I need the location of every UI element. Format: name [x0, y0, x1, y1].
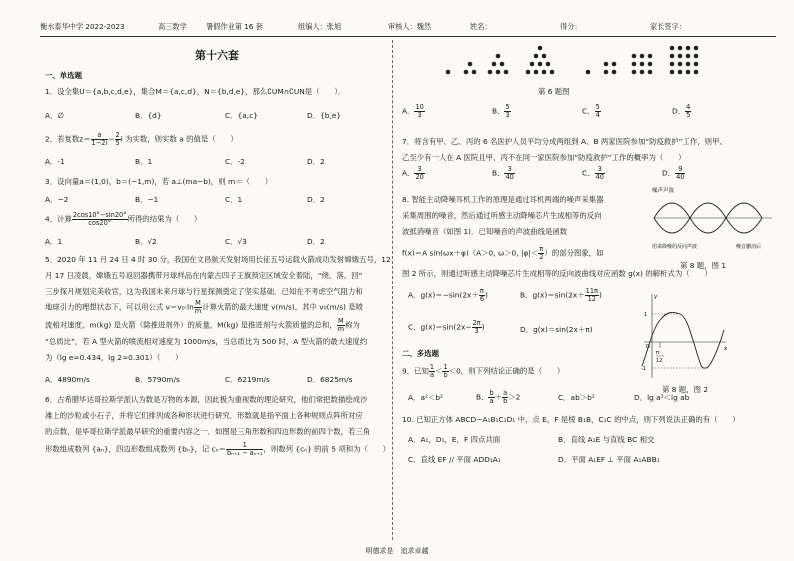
q10-option-a: A．A₁，D₁，E，F 四点共面	[408, 435, 501, 444]
q2-frac2-num: 2	[115, 131, 120, 139]
q5-line5-post: 称为	[345, 320, 360, 330]
q8-c-frac	[472, 320, 482, 335]
q8-figure2-caption: 第 8 题，图 2	[662, 385, 709, 394]
q8-a-post: )	[485, 290, 488, 300]
q7-d-den: 40	[676, 173, 685, 181]
q2-option-a: A．-1	[45, 157, 65, 166]
q9-b-post: ＞2	[508, 392, 521, 402]
q4-stem	[45, 212, 201, 227]
q7-d-pre: D．	[662, 168, 676, 178]
q8-c-pre: C．g(x)＝sin(2x−	[408, 322, 472, 332]
q9-post: ＜0，则下列结论正确的是（ ）	[448, 366, 565, 376]
q3-option-c: C．1	[225, 195, 243, 204]
q8-b-den: 12	[587, 295, 596, 303]
q1-option-c: C．{a,c}	[225, 111, 258, 120]
q9-b-den2: b	[503, 397, 508, 405]
q8-a-num: π	[479, 287, 484, 295]
q6-option-a	[402, 104, 425, 119]
q7-a-num: 3	[414, 166, 424, 174]
q4-option-a: A．1	[45, 237, 63, 246]
q10-option-d: D．平面 A₁EF ⊥ 平面 A₁ABB₁	[558, 455, 660, 464]
q6-figure-dots	[442, 42, 742, 86]
q8-line4	[402, 246, 604, 261]
q8-b-num: 11π	[585, 287, 598, 295]
q5-line4-post: 计算火箭的最大速度 v(m/s)，其中 v₀(m/s) 是喷	[202, 302, 364, 312]
score-label: 得分：	[560, 22, 582, 31]
q9-b-num2: a	[503, 389, 508, 397]
q5-option-a: A．4890m/s	[45, 375, 90, 384]
q6-d-frac	[685, 104, 691, 119]
q2-pre: 2．若复数z＝	[45, 134, 91, 144]
q1-option-a: A．∅	[45, 111, 64, 120]
q6-c-den: 4	[595, 111, 600, 119]
q7-line2: 乙至少有一人在 A 医院且甲、丙不在同一家医院参加“防疫救护”工作的概率为（ ）	[402, 153, 686, 162]
q7-c-pre: C．	[582, 168, 595, 178]
q8-c-post: )	[481, 322, 485, 332]
q2-option-d: D．2	[307, 157, 325, 166]
q8-a-pre: A．g(x)＝−sin(2x＋	[408, 290, 479, 300]
q1-stem: 1．设全集U＝{a,b,c,d,e}，集合M＝{a,c,d}，N＝{b,d,e}，那么∁UM∩∁UN是（ ）．	[45, 87, 346, 96]
q6-b-pre: B．	[492, 106, 505, 116]
q5-line7: 为（lg e≈0.434，lg 2≈0.301）（ ）	[45, 353, 183, 362]
q4-pre: 4．计算	[45, 214, 72, 224]
q8-a-den: 6	[479, 295, 485, 303]
fig2-y-top-label: 1	[644, 312, 648, 318]
q5-option-c: C．6219m/s	[225, 375, 270, 384]
q6-line4-frac-num: 1	[226, 442, 263, 450]
q5-line6: “总质比”，若 A 型火箭的喷流相对速度为 1000m/s，当总质比为 500 时，A 型火箭的最大速度约	[45, 337, 368, 346]
editor-label: 组编人：张旭	[298, 22, 342, 31]
q2-option-c: C．-2	[225, 157, 245, 166]
fig1-label-anti: 用来降噪的反向声波	[652, 244, 698, 250]
q6-option-b	[492, 104, 511, 119]
q5-option-b: B．5790m/s	[135, 375, 180, 384]
q6-b-frac	[504, 104, 510, 119]
fig2-tick-label-den: 12	[656, 358, 663, 364]
q6-b-num: 5	[505, 103, 510, 111]
q6-figure-caption: 第 6 题图	[538, 87, 570, 96]
q6-d-den: 5	[686, 111, 691, 119]
q2-mid: −	[108, 134, 115, 144]
reviewer-label: 审核人：魏然	[388, 22, 432, 31]
q9-frac2-num: 1	[443, 363, 448, 371]
page-footer: 明德求是 追求卓越	[365, 547, 429, 555]
q8-line1: 8. 智能主动降噪耳机工作的原理是通过耳机两端的噪声采集器	[402, 195, 604, 204]
q2-stem	[45, 132, 238, 147]
q7-line1: 7．将含有甲、乙、丙的 6 名医护人员平均分成两组到 A、B 两家医院参加“防疫救护”工作，则甲、	[402, 137, 727, 146]
page-header	[40, 22, 776, 36]
q9-b-den1: a	[489, 397, 494, 405]
q10-option-b: B．直线 A₁E 与直线 BC 相交	[558, 435, 655, 444]
q7-c-den: 40	[595, 173, 604, 181]
q8-line4-pre: f(x)＝A sin(ωx＋φ)（A＞0, ω＞0, |φ|＜	[402, 248, 539, 258]
q1-option-b: B．{d}	[135, 111, 162, 120]
q8-option-d: D．g(x)＝sin(2x＋π)	[520, 325, 593, 334]
q6-line4-pre: 形数组成数列 {aₙ}，四边形数组成数列 {bₙ}，记 cₙ＝	[45, 444, 227, 454]
q8-b-frac	[585, 288, 599, 303]
assignment-label: 暑假作业第 16 套	[206, 22, 263, 31]
q7-option-b	[492, 166, 515, 181]
q7-b-den: 40	[505, 173, 514, 181]
q2-frac1	[91, 132, 109, 147]
column-divider	[392, 40, 393, 540]
q6-b-den: 3	[505, 111, 510, 119]
fig2-tick-label: π	[656, 350, 660, 356]
fig2-x-label: x	[724, 346, 728, 352]
q8-figure2	[640, 290, 730, 382]
q6-c-num: 5	[595, 103, 600, 111]
q7-c-frac	[595, 166, 605, 181]
q6-a-num: 10	[415, 103, 424, 111]
q6-c-frac	[595, 104, 601, 119]
q7-option-a	[402, 166, 425, 181]
q9-pre: 9．已知	[402, 366, 429, 376]
q5-line5-pre: 流相对速度，m(kg) 是火箭（除推进剂外）的质量，M(kg) 是推进剂与火箭质量的总和，	[45, 320, 337, 330]
q10-stem: 10. 已知正方体 ABCD−A₁B₁C₁D₁ 中，点 E，F 是棱 B₁B，C₁C 的中点，则下列说法正确的有（ ）	[402, 415, 740, 424]
q7-option-c	[582, 166, 605, 181]
q7-b-pre: B．	[492, 168, 505, 178]
q2-post: i 为实数，则实数 a 的值是（ ）	[120, 134, 238, 144]
q2-frac1-num: a	[91, 132, 109, 140]
q4-frac-den: cos20°	[88, 219, 112, 227]
q7-a-frac	[414, 166, 424, 181]
q10-option-c: C．直线 EF // 平面 ADD₁A₁	[408, 455, 501, 464]
q8-line4-post: ）的部分图象，如	[544, 248, 604, 258]
q6-line1: 6．古希腊毕达哥拉斯学派认为数是万物的本源，因此极为重视数的理论研究，他们常把数描绘成沙	[45, 395, 368, 404]
q5-line5-frac-den: m	[337, 325, 345, 333]
q9-option-c: C．ab＞b²	[558, 393, 595, 402]
q6-option-d	[672, 104, 691, 119]
q9-option-d: D．lg a²＜lg ab	[634, 393, 690, 402]
page-title: 第十六套	[195, 49, 239, 62]
q4-option-c: C．√3	[225, 237, 247, 246]
q6-line4-frac-den: bₙ₊₁ − aₙ₊₁	[227, 449, 263, 457]
q9-option-b	[476, 390, 520, 405]
q8-b-pre: B．g(x)＝sin(2x＋	[520, 290, 585, 300]
q5-line4-frac	[194, 300, 202, 315]
q2-option-b: B．1	[135, 157, 153, 166]
q9-frac1-den: a	[429, 371, 434, 379]
q1-option-d: D．{b,e}	[307, 111, 342, 120]
q7-d-frac	[675, 166, 685, 181]
name-label: 姓名：	[470, 22, 492, 31]
q9-stem	[402, 364, 564, 379]
q8-figure1	[652, 184, 774, 258]
q7-c-num: 3	[595, 166, 605, 174]
q5-line2: 月 17 日凌晨，嫦娥五号返回器携带月球样品在内蒙古四子王旗预定区域安全着陆，“绕、落、回”	[45, 271, 363, 280]
q8-option-b	[520, 288, 602, 303]
fig2-y-label: y	[654, 294, 658, 300]
fig2-origin-label: O	[646, 344, 650, 350]
q7-b-num: 3	[504, 166, 514, 174]
q3-option-a: A．−2	[45, 195, 69, 204]
q8-line3: 波抵消噪音（如图 1)．已知噪音的声波曲线是函数	[402, 227, 568, 236]
q6-line4-post: ，则数列 {cₙ} 的前 5 项和为（ ）	[263, 444, 391, 454]
q2-frac1-den: 1−2i	[91, 139, 108, 147]
q8-line4-den: 2	[539, 253, 544, 261]
q6-a-frac	[414, 104, 424, 119]
fig2-y-bottom-label: -1	[641, 366, 646, 372]
fig1-label-cancel: 噪音删消后	[736, 244, 762, 250]
q8-b-post: )	[599, 290, 602, 300]
q8-option-a	[408, 288, 488, 303]
section-multi-choice: 二、多选题	[402, 349, 439, 358]
q6-option-c	[582, 104, 601, 119]
q6-d-pre: D．	[672, 106, 686, 116]
q6-line4-frac	[226, 442, 263, 457]
q6-line2: 滩上的沙粒或小石子，并将它们排列成各种形状进行研究．形数就是指平面上各种规则点阵所对应	[45, 411, 363, 420]
q8-line4-num: π	[539, 245, 544, 253]
q8-line2: 采集周围的噪音，然后通过听感主动降噪芯片生成相等的反向	[402, 211, 602, 220]
fig1-label-noise: 噪声声波	[652, 188, 675, 194]
q4-post: 所得的结果为（ ）	[127, 214, 202, 224]
q8-figure1-caption: 第 8 题，图 1	[680, 261, 727, 270]
q5-line4-frac-den: m	[194, 307, 202, 315]
q5-line5-frac	[337, 318, 345, 333]
q9-option-a: A．a²＜b²	[408, 393, 443, 402]
q8-c-den: 3	[474, 327, 479, 335]
q5-line5	[45, 318, 360, 333]
q7-a-pre: A．	[402, 168, 415, 178]
q6-d-num: 4	[686, 103, 691, 111]
q5-line4-frac-num: M	[195, 299, 201, 307]
parent-sign-label: 家长签字：	[650, 22, 686, 31]
q3-option-d: D．2	[307, 195, 325, 204]
grade-subject-label: 高三数学	[158, 22, 187, 31]
q4-frac	[72, 212, 128, 227]
q7-a-den: 20	[415, 173, 424, 181]
q9-b-pre: B．	[476, 392, 489, 402]
q9-b-mid: ＋	[494, 392, 503, 402]
q5-line1: 5．2020 年 11 月 24 日 4 时 30 分，我国在文昌航天发射场用长征五号运载火箭成功发射嫦娥五号，12	[45, 255, 391, 264]
q7-option-d	[662, 166, 685, 181]
q3-option-b: B．−1	[135, 195, 159, 204]
q5-line4	[45, 300, 363, 315]
q6-a-den: 3	[417, 111, 422, 119]
q6-a-pre: A．	[402, 106, 415, 116]
q7-d-num: 9	[675, 166, 685, 174]
q9-mid: ＜	[435, 366, 443, 376]
school-label: 衡水泰华中学 2022-2023	[40, 22, 125, 31]
fig2-curve	[642, 312, 724, 368]
q2-frac2-den: 5	[115, 139, 120, 147]
q5-line4-pre: 地球引力的理想状态下，可以用公式 v＝v₀·ln	[45, 302, 194, 312]
q5-option-d: D．6825m/s	[307, 375, 353, 384]
q8-c-num: 2π	[472, 319, 481, 327]
q6-c-pre: C．	[582, 106, 595, 116]
q8-option-c	[408, 320, 485, 335]
q4-option-d: D．2	[307, 237, 325, 246]
q9-b-num1: b	[489, 389, 494, 397]
q6-line4	[45, 442, 390, 457]
q6-line3: 的点数，是毕哥拉斯学派最早研究的重要内容之一．如图是三角形数和四边形数的前四个数，若三角	[45, 427, 371, 436]
q4-option-b: B．√2	[135, 237, 157, 246]
q5-line3: 三步探月规划完美收官，这为我国未来月球与行星探测奠定了坚实基础．已知在不考虑空气阻力和	[45, 287, 363, 296]
q4-frac-num: 2cos10°−sin20°	[72, 211, 127, 219]
q3-stem: 3．设向量a＝(1,0)，b＝(−1,m)，若 a⊥(ma−b)，则 m＝（ ）	[45, 177, 273, 186]
q5-line5-frac-num: M	[338, 317, 344, 325]
section-single-choice: 一、单选题	[45, 71, 82, 80]
q8-line5: 图 2 所示，则通过听感主动降噪芯片生成相等的反向波曲线对应函数 g(x) 的解析式为（ ）	[402, 269, 712, 278]
q9-frac1-num: 1	[429, 363, 435, 371]
header-rule	[40, 36, 776, 37]
q9-frac2-den: b	[443, 371, 448, 379]
q7-b-frac	[504, 166, 514, 181]
